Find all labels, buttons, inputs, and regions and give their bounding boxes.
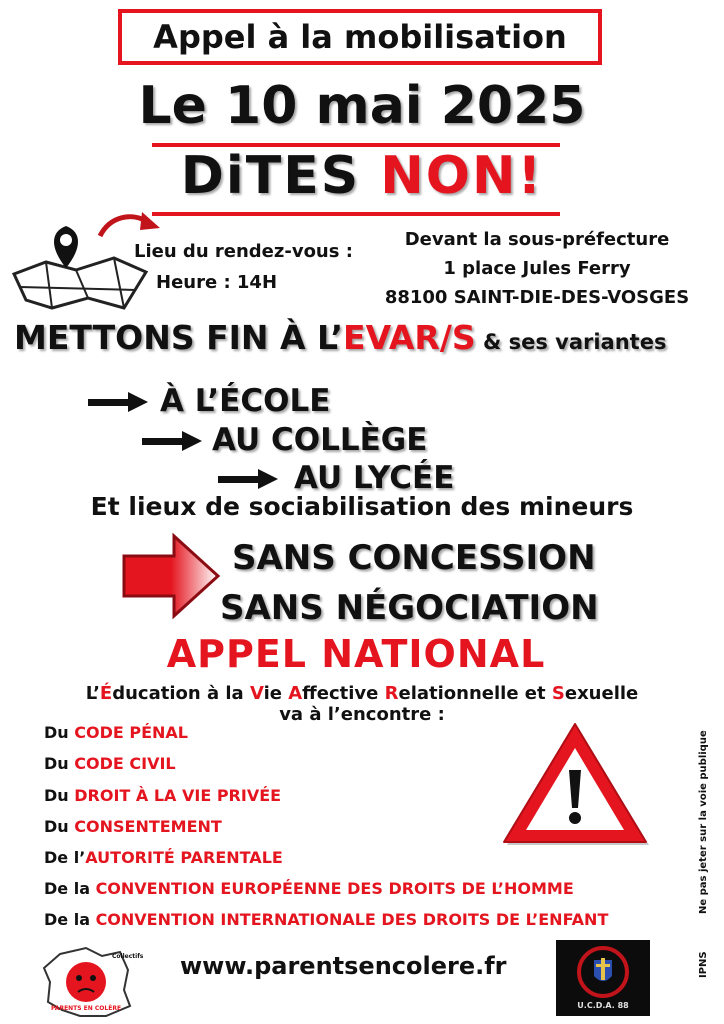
def-seg: L’ — [85, 683, 100, 704]
level-college: AU COLLÈGE — [212, 422, 428, 458]
law-prefix: Du — [44, 817, 75, 836]
law-prefix: Du — [44, 754, 75, 773]
def-seg: ffective — [302, 683, 385, 704]
parents-en-colere-logo — [40, 946, 144, 1018]
def-seg: exuelle — [564, 683, 639, 704]
def-seg-red: R — [384, 683, 399, 704]
logo-collectifs: Collectifs — [112, 953, 144, 960]
law-name: AUTORITÉ PARENTALE — [85, 848, 283, 867]
website-link[interactable]: www.parentsencolere.fr — [180, 952, 507, 980]
law-prefix: De la — [44, 910, 96, 929]
warning-sign-icon — [500, 718, 650, 848]
law-name: CONVENTION EUROPÉENNE DES DROITS DE L’HOMME — [95, 879, 574, 898]
law-name: CONSENTEMENT — [74, 817, 222, 836]
legal-note-vertical — [692, 730, 712, 980]
law-item — [44, 786, 281, 805]
def-seg: ducation à la — [112, 683, 250, 704]
def-seg-red: É — [99, 683, 113, 704]
definition-line-1 — [0, 683, 724, 704]
law-name: CODE CIVIL — [74, 754, 176, 773]
address-line-2: 1 place Jules Ferry — [443, 258, 631, 279]
law-name: DROIT À LA VIE PRIVÉE — [74, 786, 282, 805]
law-name: CONVENTION INTERNATIONALE DES DROITS DE L’ENFANT — [95, 910, 609, 929]
def-seg-red: A — [288, 683, 303, 704]
say-prefix: DiTES — [180, 146, 381, 206]
condition-no-concession: SANS CONCESSION — [232, 538, 596, 578]
slogan-prefix: METTONS FIN À L’ — [14, 318, 344, 357]
big-red-arrow-icon — [122, 534, 222, 618]
slogan — [14, 318, 666, 357]
law-item — [44, 910, 608, 929]
slogan-highlight: EVAR/S — [343, 318, 476, 357]
legal-note: Ne pas jeter sur la voie publique — [698, 730, 709, 914]
law-prefix: Du — [44, 786, 75, 805]
say-no: NON! — [380, 146, 544, 206]
logo-parents-text: PARENTS EN COLÈRE — [50, 1005, 122, 1012]
law-prefix: Du — [44, 723, 75, 742]
level-school: À L’ÉCOLE — [160, 383, 331, 419]
call-title: Appel à la mobilisation — [153, 18, 567, 56]
ucda-logo-text: U.C.D.A. 88 — [577, 1001, 629, 1010]
slogan-suffix: & ses variantes — [475, 330, 667, 354]
address-line-3: 88100 SAINT-DIE-DES-VOSGES — [384, 287, 690, 308]
level-lycee: AU LYCÉE — [294, 460, 455, 496]
curved-arrow-icon — [96, 208, 162, 242]
say-no-heading — [0, 146, 724, 206]
law-item — [44, 848, 283, 867]
divider-bottom — [152, 212, 560, 216]
address-line-1: Devant la sous-préfecture — [404, 229, 670, 250]
def-seg-red: S — [551, 683, 565, 704]
def-seg: ie — [263, 683, 289, 704]
law-prefix: De la — [44, 879, 96, 898]
condition-no-negotiation: SANS NÉGOCIATION — [220, 588, 599, 628]
law-item — [44, 879, 574, 898]
right-arrow-icon — [218, 469, 278, 489]
national-call: APPEL NATIONAL — [166, 632, 546, 676]
def-seg: elationnelle et — [398, 683, 552, 704]
right-arrow-icon — [142, 431, 202, 451]
def-seg-red: V — [249, 683, 264, 704]
law-item — [44, 723, 188, 742]
places-note: Et lieux de sociabilisation des mineurs — [90, 492, 634, 521]
event-date: Le 10 mai 2025 — [138, 76, 586, 136]
law-item — [44, 817, 222, 836]
law-name: CODE PÉNAL — [74, 723, 188, 742]
law-prefix: De l’ — [44, 848, 86, 867]
ipns-label: IPNS — [698, 951, 709, 978]
ucda-logo — [556, 940, 650, 1016]
law-item — [44, 754, 176, 773]
call-title-box — [118, 9, 602, 65]
definition-line-2: va à l’encontre : — [279, 704, 445, 725]
right-arrow-icon — [88, 392, 148, 412]
time-label: Heure : 14H — [156, 272, 278, 293]
place-label: Lieu du rendez-vous : — [134, 241, 353, 262]
